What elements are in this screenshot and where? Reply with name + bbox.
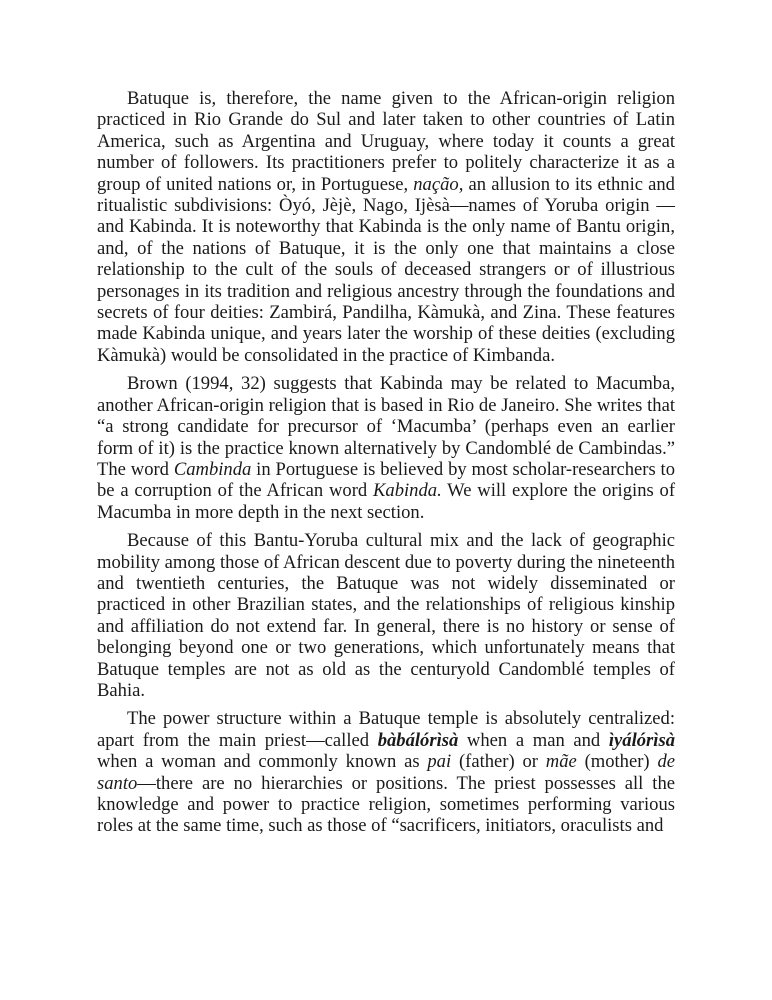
paragraph-kabinda-macumba <box>97 373 675 523</box>
italic-term-pai: pai <box>427 751 452 773</box>
text-run: (father) or <box>451 751 546 773</box>
bold-italic-term-iyalorisa: ìyálórìsà <box>608 729 675 751</box>
paragraph-power-structure <box>97 708 675 836</box>
document-page <box>97 88 675 844</box>
italic-term-nacao: nação, <box>413 173 464 195</box>
text-run: when a man and <box>458 729 609 751</box>
text-run: Because of this Bantu-Yoruba cultural mix and the lack of geographic mobility among those of African descent due to poverty during the nineteenth and twentieth centuries, the Batuque was not widely disseminated or practiced in other Brazilian states, and the relationships of religious kinship and affiliation do not extend far. In general, there is no history or sense of belonging beyond one or two generations, which unfortunately means that Batuque temples are not as old as the centuryold Candomblé temples of Bahia. <box>97 530 675 701</box>
text-run: We will explore the origins of Macumba in more depth in the next section. <box>97 480 676 523</box>
italic-term-cambinda: Cambinda <box>173 458 252 480</box>
italic-term-mae: mãe <box>545 751 577 773</box>
italic-term-kabinda: Kabinda. <box>373 480 442 502</box>
paragraph-cultural-mix <box>97 530 675 701</box>
text-run: Brown (1994, 32) suggests that Kabinda may be related to Macumba, another African-origin religion that is based in Rio de Janeiro. She writes that “a strong candidate for precursor of ‘Macumba’ (perhaps even an earlier form of it) is the practice known alternatively by Candomblé de Cambindas.” The word <box>97 373 675 480</box>
paragraph-batuque-definition <box>97 88 675 366</box>
text-run: —there are no hierarchies or positions. The priest possesses all the knowledge and power to practice religion, sometimes performing various roles at the same time, such as those of “sacrificers, initiators, oraculists and <box>97 772 675 837</box>
text-run: an allusion to its ethnic and ritualistic subdivisions: Òyó, Jèjè, Nago, Ijèsà—names of Yoruba origin —and Kabinda. It is noteworthy that Kabinda is the only name of Bantu origin, and, of the nations of Batuque, it is the only one that maintains a close relationship to the cult of the souls of deceased strangers or of illustrious personages in its tradition and religious ancestry through the foundations and secrets of four deities: Zambirá, Pandilha, Kàmukà, and Zina. These features made Kabinda unique, and years later the worship of these deities (excluding Kàmukà) would be consolidated in the practice of Kimbanda. <box>97 173 675 366</box>
italic-term-de-santo: de santo <box>97 751 675 794</box>
text-run: Batuque is, therefore, the name given to the African-origin religion practiced in Rio Grande do Sul and later taken to other countries of Latin America, such as Argentina and Uruguay, where today it counts a great number of followers. Its practitioners prefer to politely characterize it as a group of united nations or, in Portuguese, <box>97 88 675 195</box>
text-run: (mother) <box>576 751 658 773</box>
bold-italic-term-babalorisa: bàbálórìsà <box>377 729 459 751</box>
text-run: when a woman and commonly known as <box>97 751 428 773</box>
text-run: in Portuguese is believed by most scholar-researchers to be a corruption of the African word <box>97 458 676 502</box>
text-run: The power structure within a Batuque temple is absolutely centralized: apart from the main priest—called <box>97 708 675 751</box>
